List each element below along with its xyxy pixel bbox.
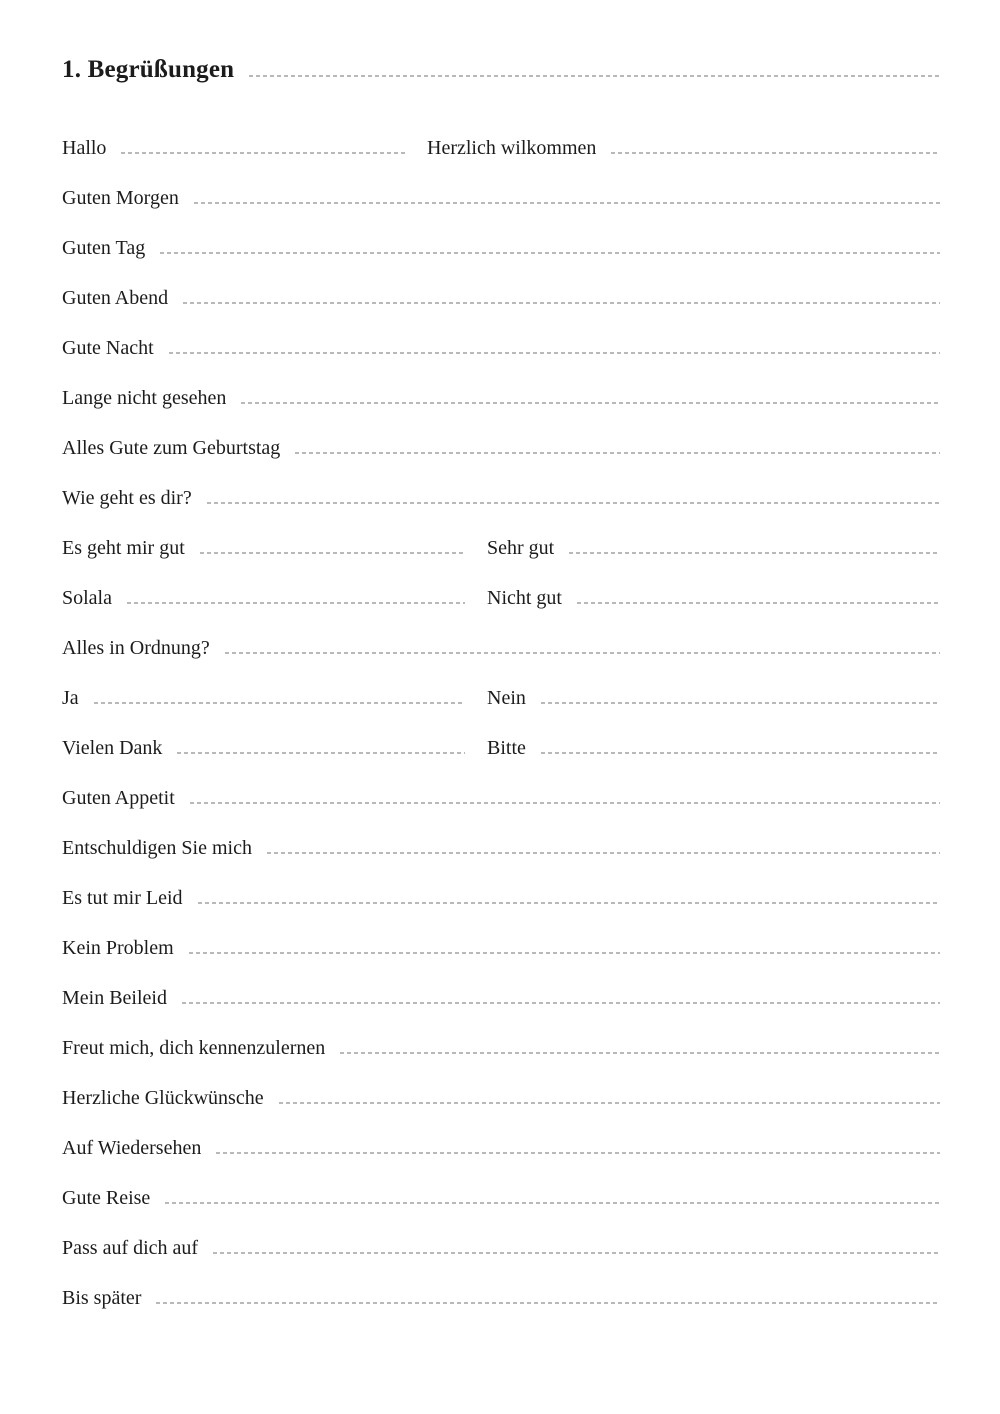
title-blank-line	[249, 75, 940, 77]
phrase-cell	[62, 137, 427, 159]
phrase-row	[62, 387, 940, 409]
answer-blank-line	[156, 1302, 940, 1304]
phrase-label: Bis später	[62, 1287, 142, 1309]
phrase-cell	[62, 537, 487, 559]
answer-blank-line	[267, 852, 940, 854]
phrase-cell	[62, 1287, 940, 1309]
phrase-row	[62, 1037, 940, 1059]
phrase-cell	[62, 287, 940, 309]
phrase-label: Guten Tag	[62, 237, 146, 259]
phrase-row	[62, 937, 940, 959]
answer-blank-line	[182, 1002, 940, 1004]
phrase-cell	[62, 237, 940, 259]
phrase-cell	[62, 787, 940, 809]
answer-blank-line	[340, 1052, 940, 1054]
phrase-row	[62, 537, 940, 559]
phrase-row	[62, 587, 940, 609]
phrase-label: Wie geht es dir?	[62, 487, 192, 509]
phrase-label: Bitte	[487, 737, 526, 759]
phrase-cell	[62, 337, 940, 359]
answer-blank-line	[541, 702, 940, 704]
answer-blank-line	[225, 652, 940, 654]
phrase-row	[62, 187, 940, 209]
phrase-cell	[62, 637, 940, 659]
answer-blank-line	[279, 1102, 940, 1104]
phrase-row	[62, 1087, 940, 1109]
phrase-cell	[62, 687, 487, 709]
answer-blank-line	[207, 502, 940, 504]
answer-blank-line	[94, 702, 465, 704]
phrase-cell	[487, 587, 940, 609]
phrase-cell	[62, 837, 940, 859]
phrase-row	[62, 737, 940, 759]
answer-blank-line	[189, 952, 940, 954]
phrase-row	[62, 237, 940, 259]
phrase-cell	[62, 937, 940, 959]
phrase-row	[62, 1187, 940, 1209]
phrase-cell	[487, 737, 940, 759]
phrase-label: Nein	[487, 687, 526, 709]
phrase-label: Nicht gut	[487, 587, 562, 609]
phrase-label: Freut mich, dich kennenzulernen	[62, 1037, 326, 1059]
phrase-label: Ja	[62, 687, 79, 709]
answer-blank-line	[165, 1202, 940, 1204]
phrase-row	[62, 287, 940, 309]
phrase-label: Gute Reise	[62, 1187, 151, 1209]
phrase-cell	[62, 737, 487, 759]
answer-blank-line	[160, 252, 940, 254]
phrase-row	[62, 437, 940, 459]
phrase-label: Es tut mir Leid	[62, 887, 183, 909]
phrase-row	[62, 637, 940, 659]
phrase-row	[62, 887, 940, 909]
phrase-label: Herzliche Glückwünsche	[62, 1087, 264, 1109]
phrase-label: Auf Wiedersehen	[62, 1137, 202, 1159]
phrase-label: Solala	[62, 587, 112, 609]
phrase-label: Pass auf dich auf	[62, 1237, 199, 1259]
phrase-cell	[62, 1037, 940, 1059]
answer-blank-line	[541, 752, 940, 754]
phrase-label: Guten Abend	[62, 287, 169, 309]
answer-blank-line	[216, 1152, 940, 1154]
phrase-cell	[487, 687, 940, 709]
phrase-label: Vielen Dank	[62, 737, 163, 759]
phrase-label: Guten Morgen	[62, 187, 179, 209]
phrase-cell	[62, 487, 940, 509]
phrase-label: Gute Nacht	[62, 337, 154, 359]
phrase-label: Guten Appetit	[62, 787, 175, 809]
phrase-cell	[62, 987, 940, 1009]
phrase-label: Alles Gute zum Geburtstag	[62, 437, 281, 459]
phrase-cell	[62, 887, 940, 909]
phrase-label: Lange nicht gesehen	[62, 387, 227, 409]
phrase-row	[62, 1287, 940, 1309]
phrase-cell	[62, 587, 487, 609]
phrase-row	[62, 987, 940, 1009]
phrase-label: Mein Beileid	[62, 987, 167, 1009]
phrase-row	[62, 487, 940, 509]
phrase-list	[62, 137, 940, 1309]
phrase-cell	[62, 1137, 940, 1159]
answer-blank-line	[121, 152, 405, 154]
answer-blank-line	[569, 552, 940, 554]
answer-blank-line	[183, 302, 940, 304]
phrase-cell	[62, 437, 940, 459]
phrase-cell	[487, 537, 940, 559]
phrase-cell	[62, 1087, 940, 1109]
phrase-cell	[62, 187, 940, 209]
answer-blank-line	[190, 802, 940, 804]
answer-blank-line	[198, 902, 940, 904]
answer-blank-line	[295, 452, 940, 454]
phrase-row	[62, 837, 940, 859]
phrase-label: Sehr gut	[487, 537, 555, 559]
phrase-row	[62, 787, 940, 809]
phrase-row	[62, 337, 940, 359]
answer-blank-line	[213, 1252, 940, 1254]
phrase-row	[62, 1237, 940, 1259]
phrase-row	[62, 687, 940, 709]
answer-blank-line	[577, 602, 940, 604]
phrase-label: Herzlich wilkommen	[427, 137, 597, 159]
phrase-cell	[62, 387, 940, 409]
answer-blank-line	[241, 402, 940, 404]
phrase-cell	[427, 137, 940, 159]
phrase-row	[62, 137, 940, 159]
phrase-label: Hallo	[62, 137, 107, 159]
phrase-cell	[62, 1187, 940, 1209]
phrase-row	[62, 1137, 940, 1159]
answer-blank-line	[177, 752, 465, 754]
answer-blank-line	[127, 602, 465, 604]
phrase-label: Kein Problem	[62, 937, 174, 959]
phrase-label: Entschuldigen Sie mich	[62, 837, 252, 859]
answer-blank-line	[194, 202, 940, 204]
phrase-cell	[62, 1237, 940, 1259]
answer-blank-line	[200, 552, 465, 554]
answer-blank-line	[611, 152, 940, 154]
section-header	[62, 55, 940, 85]
phrase-label: Es geht mir gut	[62, 537, 185, 559]
section-title: 1. Begrüßungen	[62, 56, 235, 83]
phrase-label: Alles in Ordnung?	[62, 637, 210, 659]
answer-blank-line	[169, 352, 940, 354]
